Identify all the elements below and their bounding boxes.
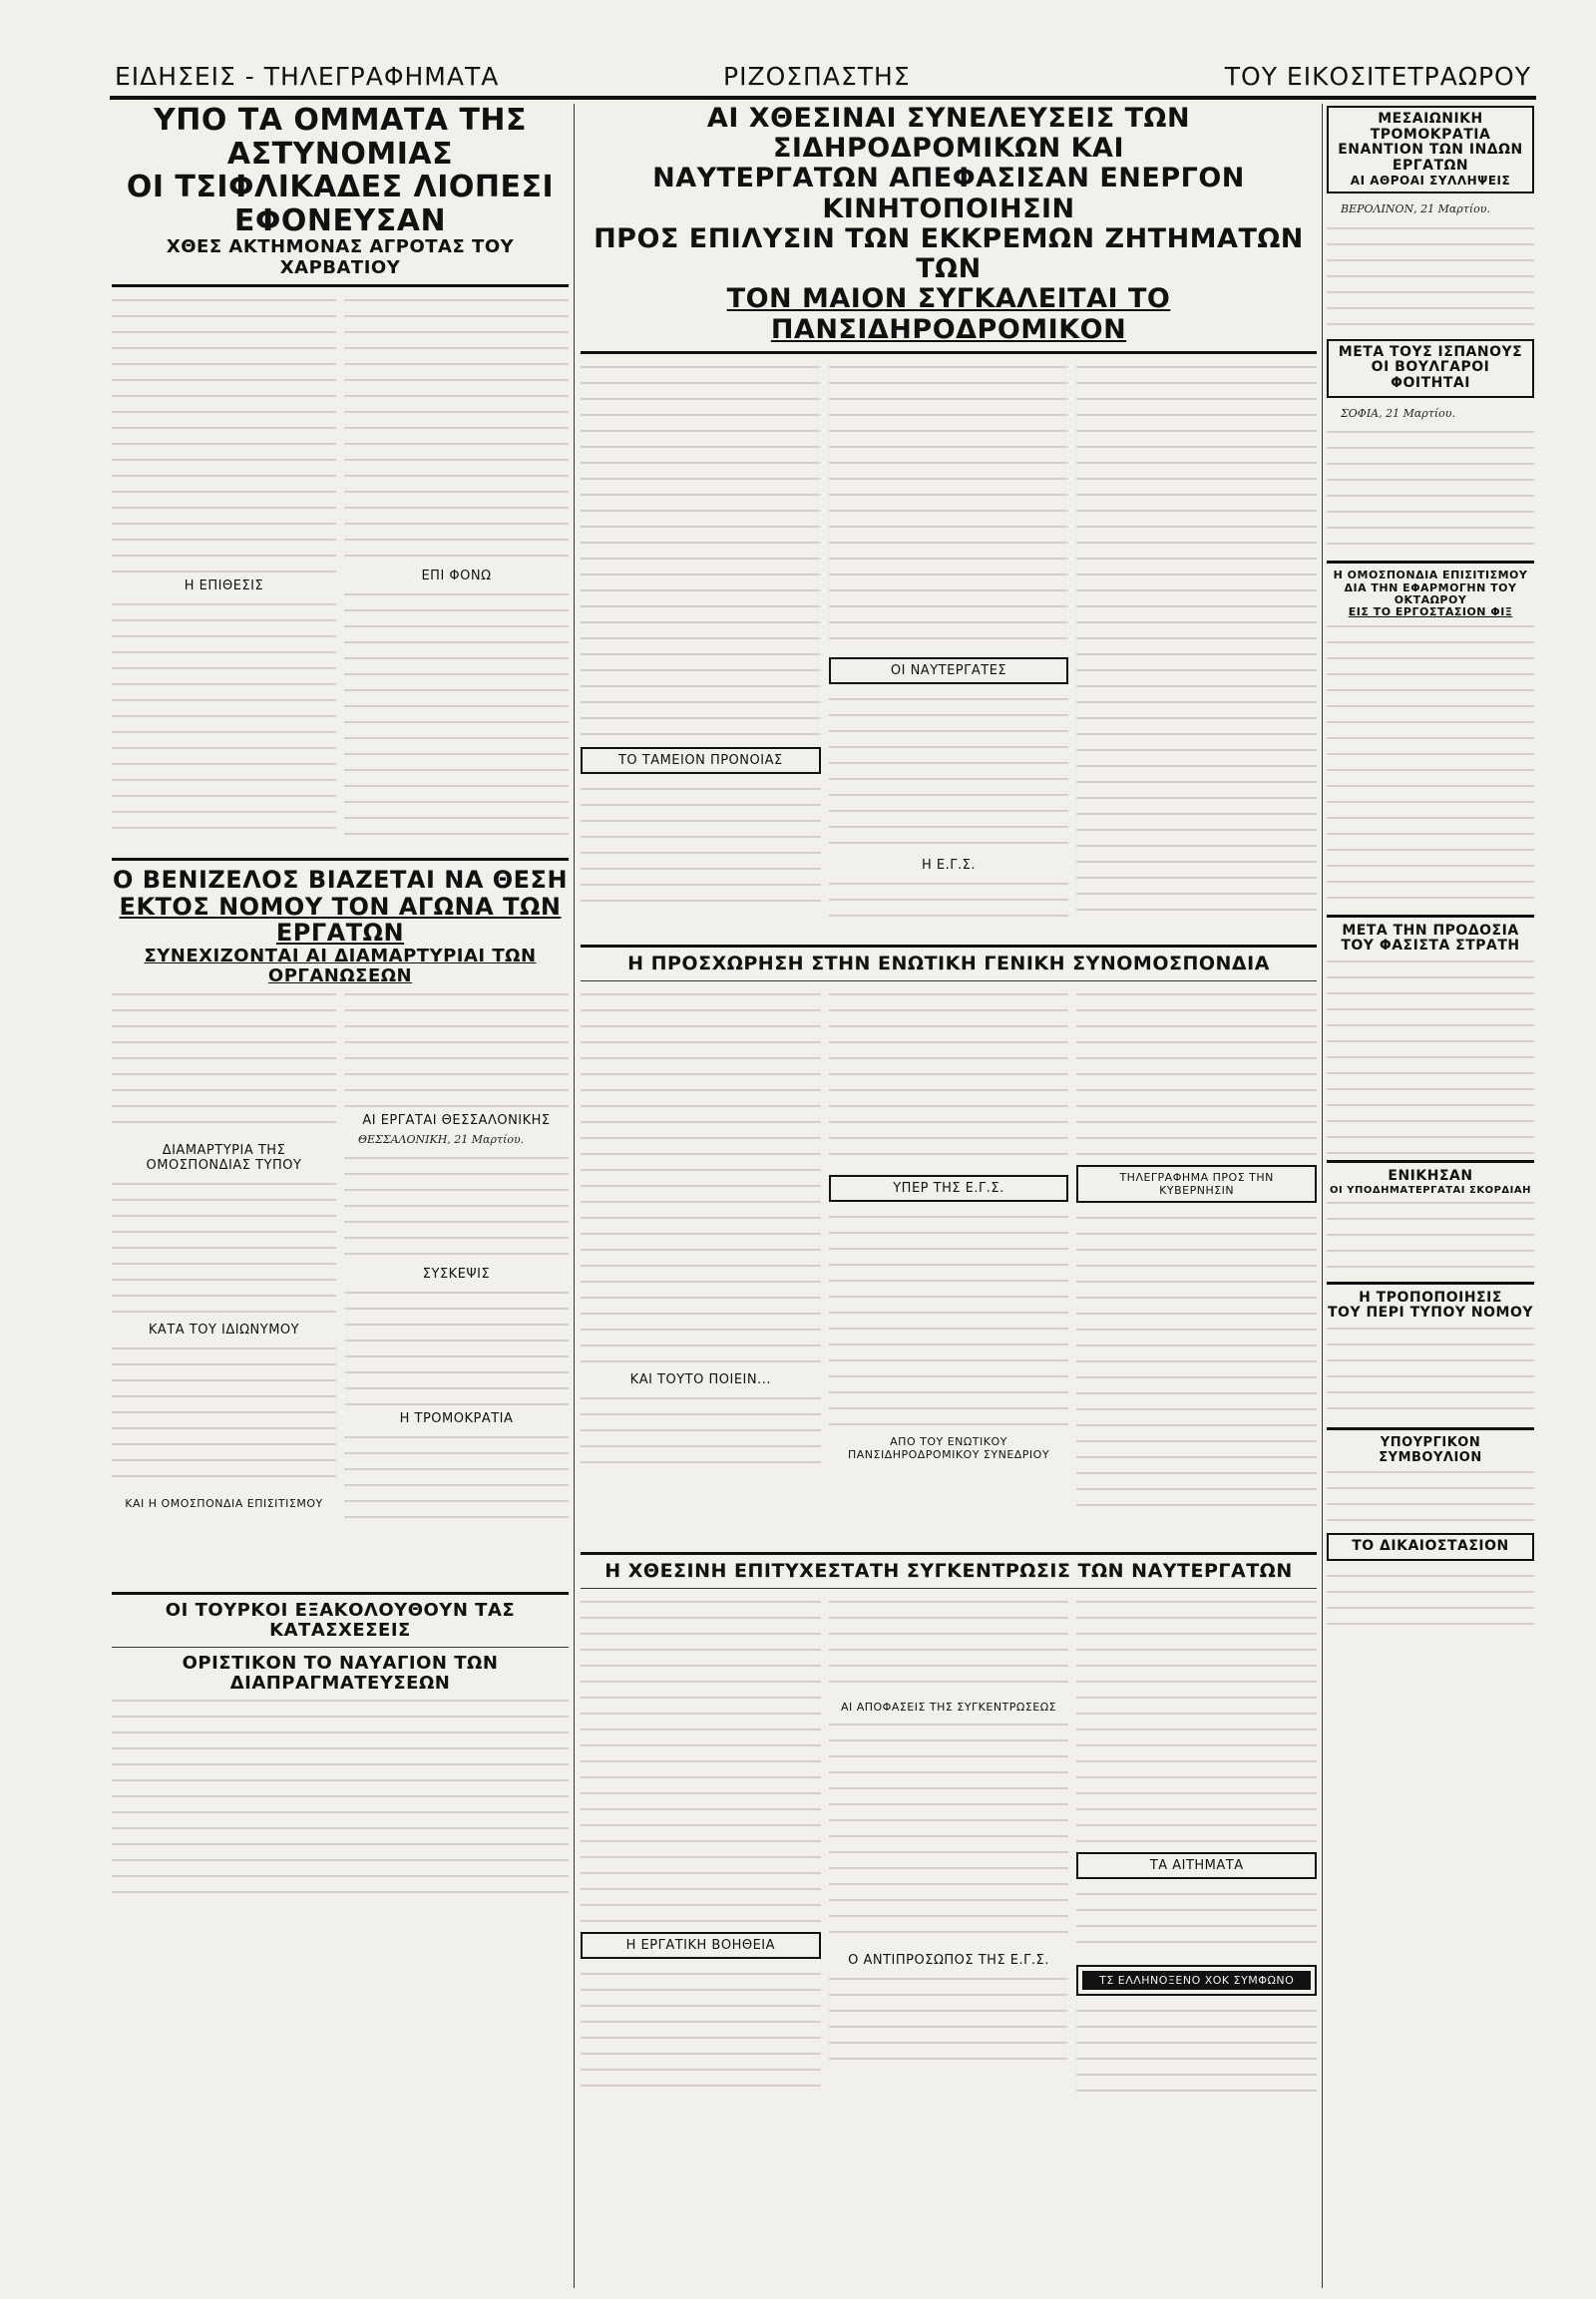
text-block (1076, 2004, 1317, 2094)
text-block (581, 987, 821, 1366)
text-block (112, 597, 336, 837)
text-block (829, 1718, 1069, 1947)
right-column (1327, 104, 1534, 2288)
text-block (1076, 360, 1317, 919)
text-block (829, 1210, 1069, 1429)
text-column (581, 987, 821, 1546)
text-block (581, 1967, 821, 2097)
divider (1327, 1427, 1534, 1430)
text-block (829, 1595, 1069, 1695)
text-column (112, 987, 336, 1586)
text-block (829, 1972, 1069, 2072)
text-block (344, 987, 569, 1107)
section-subhead: ΚΑΤΑ ΤΟΥ ΙΔΙΩΝΥΜΟΥ (148, 1322, 300, 1338)
headline: ΥΠΟ ΤΑ ΟΜΜΑΤΑ ΤΗΣ ΑΣΤΥΝΟΜΙΑΣ (153, 104, 528, 172)
column-rule (1322, 104, 1323, 2288)
subheadline: ΧΘΕΣ ΑΚΤΗΜΟΝΑΣ ΑΓΡΟΤΑΣ ΤΟΥ ΧΑΡΒΑΤΙΟΥ (166, 236, 515, 278)
section-subhead: ΔΙΑΜΑΡΤΥΡΙΑ ΤΗΣ ΟΜΟΣΠΟΝΔΙΑΣ ΤΥΠΟΥ (146, 1142, 302, 1173)
text-column (1076, 1595, 1317, 2153)
text-block (1327, 425, 1534, 555)
left-column (112, 104, 569, 2288)
boxed-subhead (829, 657, 1069, 684)
text-column (344, 293, 569, 852)
text-block (1327, 1322, 1534, 1421)
divider (1327, 561, 1534, 564)
headline: ΠΡΟΣ ΕΠΙΛΥΣΙΝ ΤΩΝ ΕΚΚΡΕΜΩΝ ΖΗΤΗΜΑΤΩΝ ΤΩΝ (594, 222, 1304, 285)
article-body (112, 987, 569, 1586)
text-block (112, 1694, 569, 1903)
text-column (344, 987, 569, 1586)
boxed-subhead (1076, 1965, 1317, 1996)
boxed-subhead (1076, 1165, 1317, 1203)
subheadline: ΣΥΝΕΧΙΖΟΝΤΑΙ ΑΙ ΔΙΑΜΑΡΤΥΡΙΑΙ ΤΩΝ ΟΡΓΑΝΩΣΕΩΝ (144, 946, 537, 987)
section-subhead: ΚΑΙ Η ΟΜΟΣΠΟΝΔΙΑ ΕΠΙΣΙΤΙΣΜΟΥ (125, 1496, 323, 1510)
section-subhead: ΤΟ ΤΑΜΕΙΟΝ ΠΡΟΝΟΙΑΣ (617, 752, 783, 768)
headline: ΥΠΟΥΡΓΙΚΟΝ ΣΥΜΒΟΥΛΙΟΝ (1379, 1435, 1482, 1465)
text-column (581, 1595, 821, 2153)
headline: ΜΕΤΑ ΤΗΝ ΠΡΟΔΟΣΙΑ (1342, 922, 1519, 939)
section-subhead: ΕΠΙ ΦΟΝΩ (421, 568, 492, 583)
headline: ΕΝΙΚΗΣΑΝ (1388, 1167, 1473, 1184)
divider (581, 1552, 1317, 1555)
article-body (581, 987, 1317, 1546)
center-column (581, 104, 1317, 2288)
headline: ΟΙ ΤΣΙΦΛΙΚΑΔΕΣ ΛΙΟΠΕΣΙ ΕΦΟΝΕΥΣΑΝ (126, 170, 555, 238)
divider (112, 284, 569, 287)
section-subhead: Η ΕΠΙΘΕΣΙΣ (184, 577, 264, 593)
boxed-subhead (1076, 1852, 1317, 1879)
section-subhead: ΑΠΟ ΤΟΥ ΕΝΩΤΙΚΟΥ ΠΑΝΣΙΔΗΡΟΔΡΟΜΙΚΟΥ ΣΥΝΕΔΡΙΟΥ (847, 1435, 1050, 1462)
section-subhead: Η ΕΡΓΑΤΙΚΗ ΒΟΗΘΕΙΑ (625, 1938, 776, 1954)
divider (112, 1592, 569, 1595)
text-column (112, 293, 336, 852)
text-block (1327, 1196, 1534, 1276)
top-rule (110, 96, 1536, 100)
headline: ΟΙ ΒΟΥΛΓΑΡΟΙ ΦΟΙΤΗΤΑΙ (1371, 359, 1490, 392)
divider (1327, 915, 1534, 918)
headline: ΜΕΤΑ ΤΟΥΣ ΙΣΠΑΝΟΥΣ (1338, 343, 1523, 360)
boxed-subhead (581, 747, 821, 774)
section-subhead: ΚΑΙ ΤΟΥΤΟ ΠΟΙΕΙΝ... (629, 1372, 771, 1388)
headline: Η ΠΡΟΣΧΩΡΗΣΗ ΣΤΗΝ ΕΝΩΤΙΚΗ ΓΕΝΙΚΗ ΣΥΝΟΜΟΣΠΟΝΔΙΑ (627, 952, 1270, 974)
headline: ΤΟΥ ΠΕΡΙ ΤΥΠΟΥ ΝΟΜΟΥ (1328, 1305, 1533, 1322)
headline: ΤΡΟΜΟΚΡΑΤΙΑ ΕΝΑΝΤΙΟΝ ΤΩΝ ΙΝΔΩΝ ΕΡΓΑΤΩΝ (1338, 126, 1523, 175)
text-block (1076, 1211, 1317, 1510)
divider (112, 1647, 569, 1648)
text-block (344, 587, 569, 837)
text-block (1327, 1569, 1534, 1639)
section-subhead: Ο ΑΝΤΙΠΡΟΣΩΠΟΣ ΤΗΣ Ε.Γ.Σ. (848, 1953, 1049, 1969)
text-block (1076, 987, 1317, 1157)
section-label: ΕΙΔΗΣΕΙΣ - ΤΗΛΕΓΡΑΦΗΜΑΤΑ (115, 62, 500, 91)
boxed-subhead (829, 1175, 1069, 1202)
headline: ΟΙ ΥΠΟΔΗΜΑΤΕΡΓΑΤΑΙ ΣΚΟΡΔΙΑΗ (1330, 1184, 1531, 1196)
text-block (581, 782, 821, 902)
text-column (829, 1595, 1069, 2153)
text-block (829, 877, 1069, 927)
section-subhead: ΑΙ ΑΠΟΦΑΣΕΙΣ ΤΗΣ ΣΥΓΚΕΝΤΡΩΣΕΩΣ (840, 1701, 1057, 1715)
headline: ΑΙ ΧΘΕΣΙΝΑΙ ΣΥΝΕΛΕΥΣΕΙΣ ΤΩΝ ΣΙΔΗΡΟΔΡΟΜΙΚΩΝ ΚΑΙ (706, 104, 1191, 165)
text-block (344, 1430, 569, 1520)
section-subhead: ΤΑ ΑΙΤΗΜΑΤΑ (1149, 1858, 1244, 1874)
edition-label: ΤΟΥ ΕΙΚΟΣΙΤΕΤΡΑΩΡΟΥ (1224, 62, 1531, 91)
text-block (1327, 619, 1534, 909)
divider (1327, 1282, 1534, 1285)
text-block (344, 1286, 569, 1405)
divider (581, 980, 1317, 981)
text-block (829, 360, 1069, 649)
headline: ΕΚΤΟΣ ΝΟΜΟΥ ΤΟΝ ΑΓΩΝΑ ΤΩΝ ΕΡΓΑΤΩΝ (119, 892, 562, 948)
text-block (112, 1177, 336, 1317)
section-subhead: ΤΗΛΕΓΡΑΦΗΜΑ ΠΡΟΣ ΤΗΝ ΚΥΒΕΡΝΗΣΙΝ (1119, 1171, 1274, 1198)
text-block (581, 360, 821, 739)
masthead-name: ΡΙΖΟΣΠΑΣΤΗΣ (723, 62, 911, 91)
boxed-subhead (581, 1932, 821, 1959)
text-column (581, 360, 821, 939)
headline: ΕΙΣ ΤΟ ΕΡΓΟΣΤΑΣΙΟΝ ΦΙΞ (1348, 605, 1513, 619)
section-subhead: Η Ε.Γ.Σ. (922, 857, 976, 873)
section-subhead: ΑΙ ΕΡΓΑΤΑΙ ΘΕΣΣΑΛΟΝΙΚΗΣ (362, 1112, 551, 1128)
headline: Η ΟΜΟΣΠΟΝΔΙΑ ΕΠΙΣΙΤΙΣΜΟΥ (1333, 569, 1528, 582)
text-block (1327, 221, 1534, 331)
article-body (581, 360, 1317, 939)
headline: Η ΤΡΟΠΟΠΟΙΗΣΙΣ (1359, 1289, 1502, 1306)
text-column (1076, 360, 1317, 939)
headline-box (1327, 1533, 1534, 1561)
text-block (1076, 1595, 1317, 1844)
section-subhead: ΤΣ ΕΛΛΗΝΟΞΕΝΟ ΧΟΚ ΣΥΜΦΩΝΟ (1082, 1971, 1311, 1990)
section-subhead: ΟΙ ΝΑΥΤΕΡΓΑΤΕΣ (890, 662, 1007, 678)
text-block (829, 692, 1069, 852)
text-block (344, 293, 569, 563)
text-column (1076, 987, 1317, 1546)
text-block (581, 1391, 821, 1471)
dateline: ΣΟΦΙΑ, 21 Μαρτίου. (1341, 406, 1455, 420)
text-column (829, 987, 1069, 1546)
text-block (344, 1151, 569, 1261)
headline: ΤΟ ΔΙΚΑΙΟΣΤΑΣΙΟΝ (1352, 1538, 1509, 1555)
text-block (1076, 1887, 1317, 1957)
text-block (829, 987, 1069, 1167)
text-block (112, 293, 336, 573)
headline: ΜΕΣΑΙΩΝΙΚΗ (1378, 111, 1483, 127)
headline: ΟΙ ΤΟΥΡΚΟΙ ΕΞΑΚΟΛΟΥΘΟΥΝ ΤΑΣ ΚΑΤΑΣΧΕΣΕΙΣ (165, 1599, 516, 1641)
headline: ΤΟΥ ΦΑΣΙΣΤΑ ΣΤΡΑΤΗ (1341, 938, 1520, 955)
text-block (581, 1595, 821, 1924)
article-body (112, 293, 569, 852)
headline: ΟΡΙΣΤΙΚΟΝ ΤΟ ΝΑΥΑΓΙΟΝ ΤΩΝ ΔΙΑΠΡΑΓΜΑΤΕΥΣΕΩΝ (182, 1652, 499, 1695)
headline: ΤΟΝ ΜΑΙΟΝ ΣΥΓΚΑΛΕΙΤΑΙ ΤΟ ΠΑΝΣΙΔΗΡΟΔΡΟΜΙΚΟΝ (726, 283, 1171, 345)
dateline: ΒΕΡΟΛΙΝΟΝ, 21 Μαρτίου. (1341, 202, 1490, 216)
headline: ΝΑΥΤΕΡΓΑΤΩΝ ΑΠΕΦΑΣΙΣΑΝ ΕΝΕΡΓΟΝ ΚΙΝΗΤΟΠΟΙΗΣΙΝ (652, 163, 1245, 224)
text-block (112, 1341, 336, 1491)
divider (1327, 1160, 1534, 1163)
divider (581, 351, 1317, 354)
divider (112, 858, 569, 861)
text-block (1327, 955, 1534, 1154)
article-body (581, 1595, 1317, 2153)
divider (581, 945, 1317, 948)
headline: ΔΙΑ ΤΗΝ ΕΦΑΡΜΟΓΗΝ ΤΟΥ ΟΚΤΑΩΡΟΥ (1344, 580, 1517, 606)
subheadline: ΑΙ ΑΘΡΟΑΙ ΣΥΛΛΗΨΕΙΣ (1350, 173, 1511, 188)
headline-box (1327, 106, 1534, 193)
dateline: ΘΕΣΣΑΛΟΝΙΚΗ, 21 Μαρτίου. (358, 1132, 525, 1146)
text-block (1327, 1465, 1534, 1525)
section-subhead: ΥΠΕΡ ΤΗΣ Ε.Γ.Σ. (893, 1181, 1004, 1197)
headline: Ο ΒΕΝΙΖΕΛΟΣ ΒΙΑΖΕΤΑΙ ΝΑ ΘΕΣΗ (112, 865, 569, 894)
text-column (829, 360, 1069, 939)
text-block (112, 987, 336, 1137)
section-subhead: Η ΤΡΟΜΟΚΡΑΤΙΑ (399, 1411, 514, 1427)
headline-box (1327, 339, 1534, 398)
column-rule (574, 104, 575, 2288)
running-head (115, 58, 1531, 98)
section-subhead: ΣΥΣΚΕΨΙΣ (422, 1267, 491, 1283)
headline: Η ΧΘΕΣΙΝΗ ΕΠΙΤΥΧΕΣΤΑΤΗ ΣΥΓΚΕΝΤΡΩΣΙΣ ΤΩΝ ΝΑΥΤΕΡΓΑΤΩΝ (604, 1560, 1293, 1583)
divider (581, 1588, 1317, 1589)
